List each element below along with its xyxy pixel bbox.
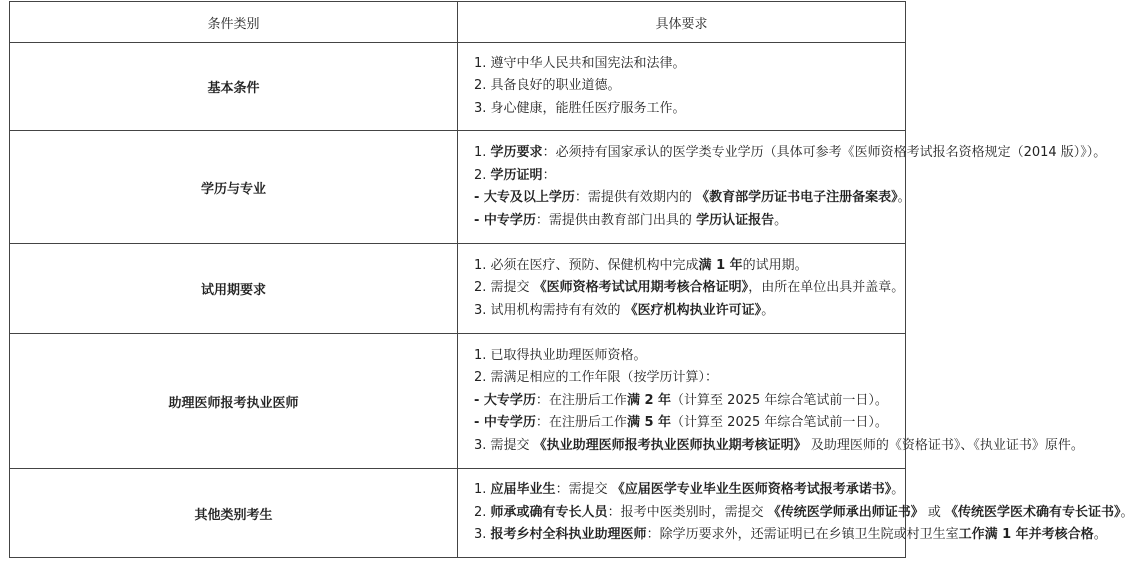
requirement-line <box>474 98 905 121</box>
bold-text: - 大专学历 <box>474 392 536 408</box>
bold-text: 《传统医学师承出师证书》 <box>767 504 924 520</box>
text: 或 <box>923 504 945 520</box>
text: 1. <box>474 482 491 498</box>
text: ： <box>542 167 556 183</box>
text: 3. 需提交 <box>474 437 534 453</box>
requirement-line <box>474 390 905 413</box>
text: 及助理医师的《资格证书》、《执业证书》原件。 <box>806 437 1084 453</box>
table-row <box>10 43 906 131</box>
row-category: 学历与专业 <box>10 131 458 244</box>
text: 2. <box>474 167 491 183</box>
requirement-line <box>474 53 905 76</box>
bold-text: 《执业助理医师报考执业医师执业期考核证明》 <box>533 437 807 453</box>
bold-text: 满 2 年 <box>626 392 672 408</box>
requirement-line <box>474 502 1134 525</box>
header-category: 条件类别 <box>10 2 458 43</box>
table-row <box>10 244 906 334</box>
text: 3. 身心健康，能胜任医疗服务工作。 <box>474 100 686 116</box>
requirement-line <box>474 412 905 435</box>
bold-text: 报考乡村全科执业助理医师 <box>490 527 647 543</box>
bold-text: 《医师资格考试试用期考核合格证明》 <box>533 280 749 296</box>
bold-text: 《应届医学专业毕业生医师资格考试报考承诺书》 <box>611 482 892 498</box>
text: 。 <box>774 212 788 228</box>
text: 。 <box>897 190 911 205</box>
requirements-table <box>9 1 1134 558</box>
bold-text: - 中专学历 <box>474 415 536 431</box>
bold-text: 学历要求 <box>490 145 543 160</box>
text: 。 <box>761 302 775 318</box>
text: ：在注册后工作 <box>535 392 627 408</box>
text: 的试用期。 <box>742 257 808 273</box>
bold-text: 学历证明 <box>490 167 543 183</box>
text: （计算至 2025 年综合笔试前一日）。 <box>671 392 888 408</box>
text: ：需提交 <box>555 482 612 498</box>
text: 1. 遵守中华人民共和国宪法和法律。 <box>474 55 686 71</box>
text: ，由所在单位出具并盖章。 <box>748 280 905 296</box>
header-requirement: 具体要求 <box>458 2 906 43</box>
table-row <box>10 131 906 244</box>
bold-text: 满 1 年 <box>698 257 743 273</box>
requirement-line <box>474 187 911 210</box>
requirement-line <box>474 75 905 98</box>
text: 。 <box>891 482 905 498</box>
bold-text: 师承或确有专长人员 <box>490 504 608 520</box>
text: ：必须持有国家承认的医学类专业学历（具体可参考《医师资格考试报名资格规定（2014 版）》）。 <box>542 145 1107 160</box>
text: ：除学历要求外，还需证明已在乡镇卫生院或村卫生室 <box>646 527 959 543</box>
bold-text: 学历认证报告 <box>696 212 775 228</box>
bold-text: 满 5 年 <box>626 415 672 431</box>
table-row <box>10 334 906 469</box>
requirement-line <box>474 479 905 502</box>
table-row <box>10 469 906 558</box>
bold-text: 《教育部学历证书电子注册备案表》 <box>696 190 898 205</box>
bold-text: 工作满 1 年并考核合格 <box>958 527 1094 543</box>
row-category: 助理医师报考执业医师 <box>10 334 458 469</box>
text: ：在注册后工作 <box>535 415 627 431</box>
row-category: 试用期要求 <box>10 244 458 334</box>
requirement-line <box>474 524 1107 547</box>
bold-text: - 中专学历 <box>474 212 536 228</box>
row-requirements <box>458 334 1084 469</box>
row-requirements <box>458 43 906 131</box>
row-requirements <box>458 244 906 334</box>
requirement-line <box>474 435 1084 458</box>
requirement-line <box>474 255 905 278</box>
row-requirements <box>458 469 1134 558</box>
text: 2. 需满足相应的工作年限（按学历计算）： <box>474 370 719 386</box>
text: ：报考中医类别时，需提交 <box>607 504 768 520</box>
text: 1. 必须在医疗、预防、保健机构中完成 <box>474 257 699 273</box>
text: 3. <box>474 527 491 543</box>
bold-text: 应届毕业生 <box>490 482 556 498</box>
requirement-line <box>474 300 905 323</box>
table-header-row <box>10 2 906 43</box>
text: （计算至 2025 年综合笔试前一日）。 <box>671 415 888 431</box>
text: 3. 试用机构需持有有效的 <box>474 302 625 318</box>
row-requirements <box>458 131 1107 244</box>
row-category: 基本条件 <box>10 43 458 131</box>
bold-text: 《传统医学医术确有专长证书》 <box>944 504 1121 520</box>
requirement-line <box>474 277 905 300</box>
bold-text: 《医疗机构执业许可证》 <box>624 302 762 318</box>
bold-text: - 大专及以上学历 <box>474 190 575 205</box>
text: 。 <box>1120 504 1134 520</box>
requirement-line <box>474 142 1107 165</box>
text: ：需提供由教育部门出具的 <box>535 212 697 228</box>
text: ：需提供有效期内的 <box>574 190 697 205</box>
requirement-line <box>474 165 905 188</box>
text: 1. <box>474 145 491 160</box>
requirement-line <box>474 345 905 368</box>
text: 1. 已取得执业助理医师资格。 <box>474 347 647 363</box>
requirement-line <box>474 367 905 390</box>
row-category: 其他类别考生 <box>10 469 458 558</box>
text: 2. 具备良好的职业道德。 <box>474 78 621 94</box>
requirement-line <box>474 210 905 233</box>
text: 2. 需提交 <box>474 280 534 296</box>
text: 。 <box>1093 527 1107 543</box>
text: 2. <box>474 504 491 520</box>
